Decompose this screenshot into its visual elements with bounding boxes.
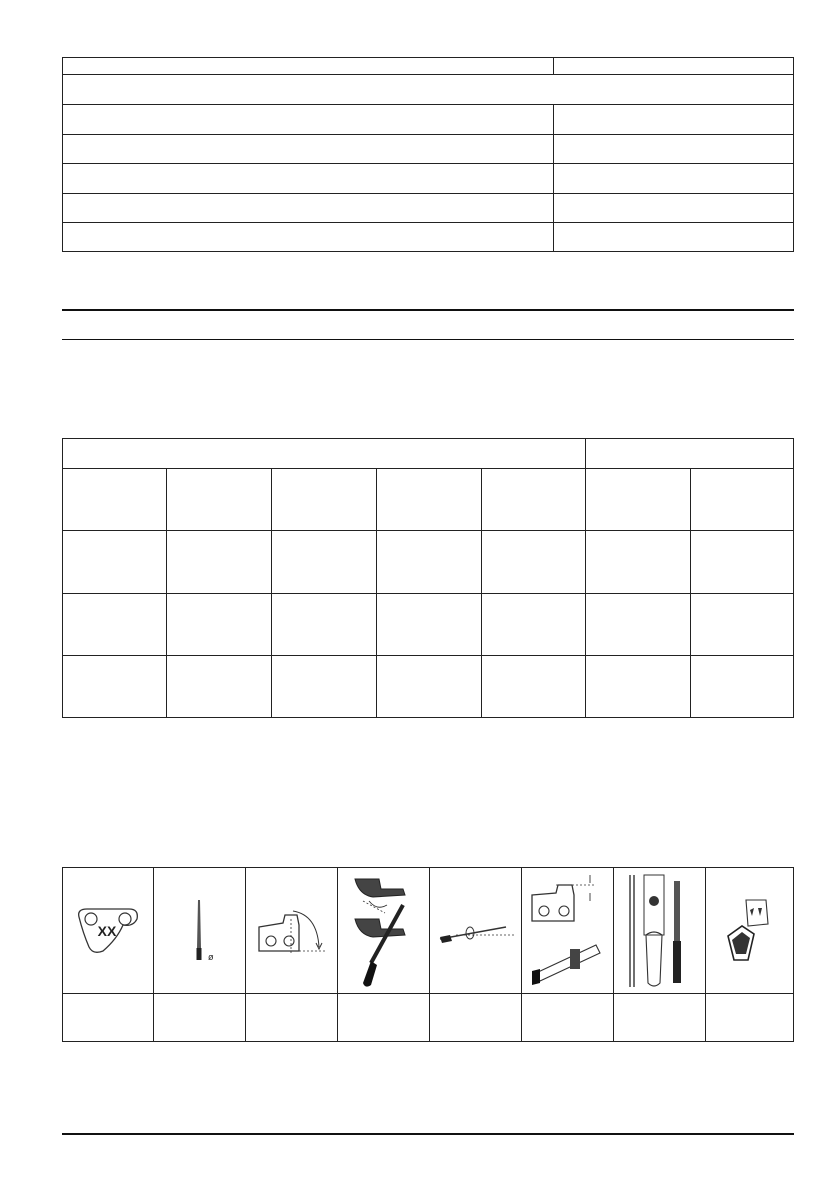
spec-row-label [63, 194, 554, 223]
depth-gauge-icon [526, 871, 610, 991]
file-level-icon [436, 911, 516, 951]
spec-row-label [63, 105, 554, 135]
tool-illustration-cell [522, 868, 614, 994]
section-rule-top [62, 309, 794, 311]
tool-illustration-cell [154, 868, 246, 994]
chain-cell [691, 594, 794, 656]
chain-cell [167, 656, 272, 718]
spec-header-left [63, 58, 554, 75]
tool-illustration-cell [246, 868, 338, 994]
chain-cell [482, 656, 586, 718]
tool-illustration-cell [706, 868, 794, 994]
chain-cell [691, 656, 794, 718]
spec-row-label [63, 223, 554, 252]
chain-marking-icon [73, 903, 143, 959]
chain-cell [482, 594, 586, 656]
chain-cell [586, 594, 691, 656]
tool-caption [430, 994, 522, 1042]
chain-cell [482, 531, 586, 594]
tool-table [62, 867, 794, 1042]
tool-caption [154, 994, 246, 1042]
tool-caption [522, 994, 614, 1042]
tool-illustration-cell [614, 868, 706, 994]
chain-table [62, 438, 794, 718]
chain-marking-text: XX [97, 922, 117, 939]
chain-cell [586, 531, 691, 594]
chain-cell [167, 531, 272, 594]
chain-cell [691, 531, 794, 594]
chain-cell [691, 469, 794, 531]
spec-row-value [554, 135, 794, 164]
tool-caption [63, 994, 154, 1042]
chain-group-header [586, 439, 794, 469]
tool-illustration-cell [338, 868, 430, 994]
chain-cell [63, 594, 167, 656]
chain-cell [272, 469, 377, 531]
section-rule-bottom [62, 339, 794, 340]
chain-cell [63, 531, 167, 594]
tool-caption [706, 994, 794, 1042]
chain-group-header [63, 439, 586, 469]
chain-cell [482, 469, 586, 531]
chain-cell [586, 656, 691, 718]
spec-row-value [554, 194, 794, 223]
chain-cell [377, 656, 482, 718]
tool-caption [246, 994, 338, 1042]
chain-cell [272, 594, 377, 656]
tool-caption [338, 994, 430, 1042]
chain-cell [377, 531, 482, 594]
spec-row-label [63, 164, 554, 194]
tool-illustration-cell [63, 868, 154, 994]
file-set-icon [624, 871, 696, 991]
file-holder-angle-icon [349, 871, 419, 991]
spec-row-value [554, 105, 794, 135]
footer-rule [62, 1133, 794, 1135]
chain-cell [167, 594, 272, 656]
spec-row-value [554, 164, 794, 194]
round-file-icon [180, 896, 220, 966]
tool-caption [614, 994, 706, 1042]
chain-cell [272, 531, 377, 594]
chain-cell [63, 656, 167, 718]
depth-gauge-tool-icon [718, 896, 782, 966]
chain-cell [272, 656, 377, 718]
chain-cell [63, 469, 167, 531]
chain-cell [377, 469, 482, 531]
chain-cell [167, 469, 272, 531]
spec-header-right [554, 58, 794, 75]
top-plate-angle-icon [253, 899, 331, 963]
diameter-symbol: ø [207, 951, 213, 962]
spec-row-label [63, 135, 554, 164]
tool-illustration-cell [430, 868, 522, 994]
chain-cell [586, 469, 691, 531]
chain-cell [377, 594, 482, 656]
spec-table [62, 57, 794, 252]
section-heading [62, 314, 794, 336]
spec-row-value [554, 223, 794, 252]
spec-section-row [63, 75, 794, 105]
